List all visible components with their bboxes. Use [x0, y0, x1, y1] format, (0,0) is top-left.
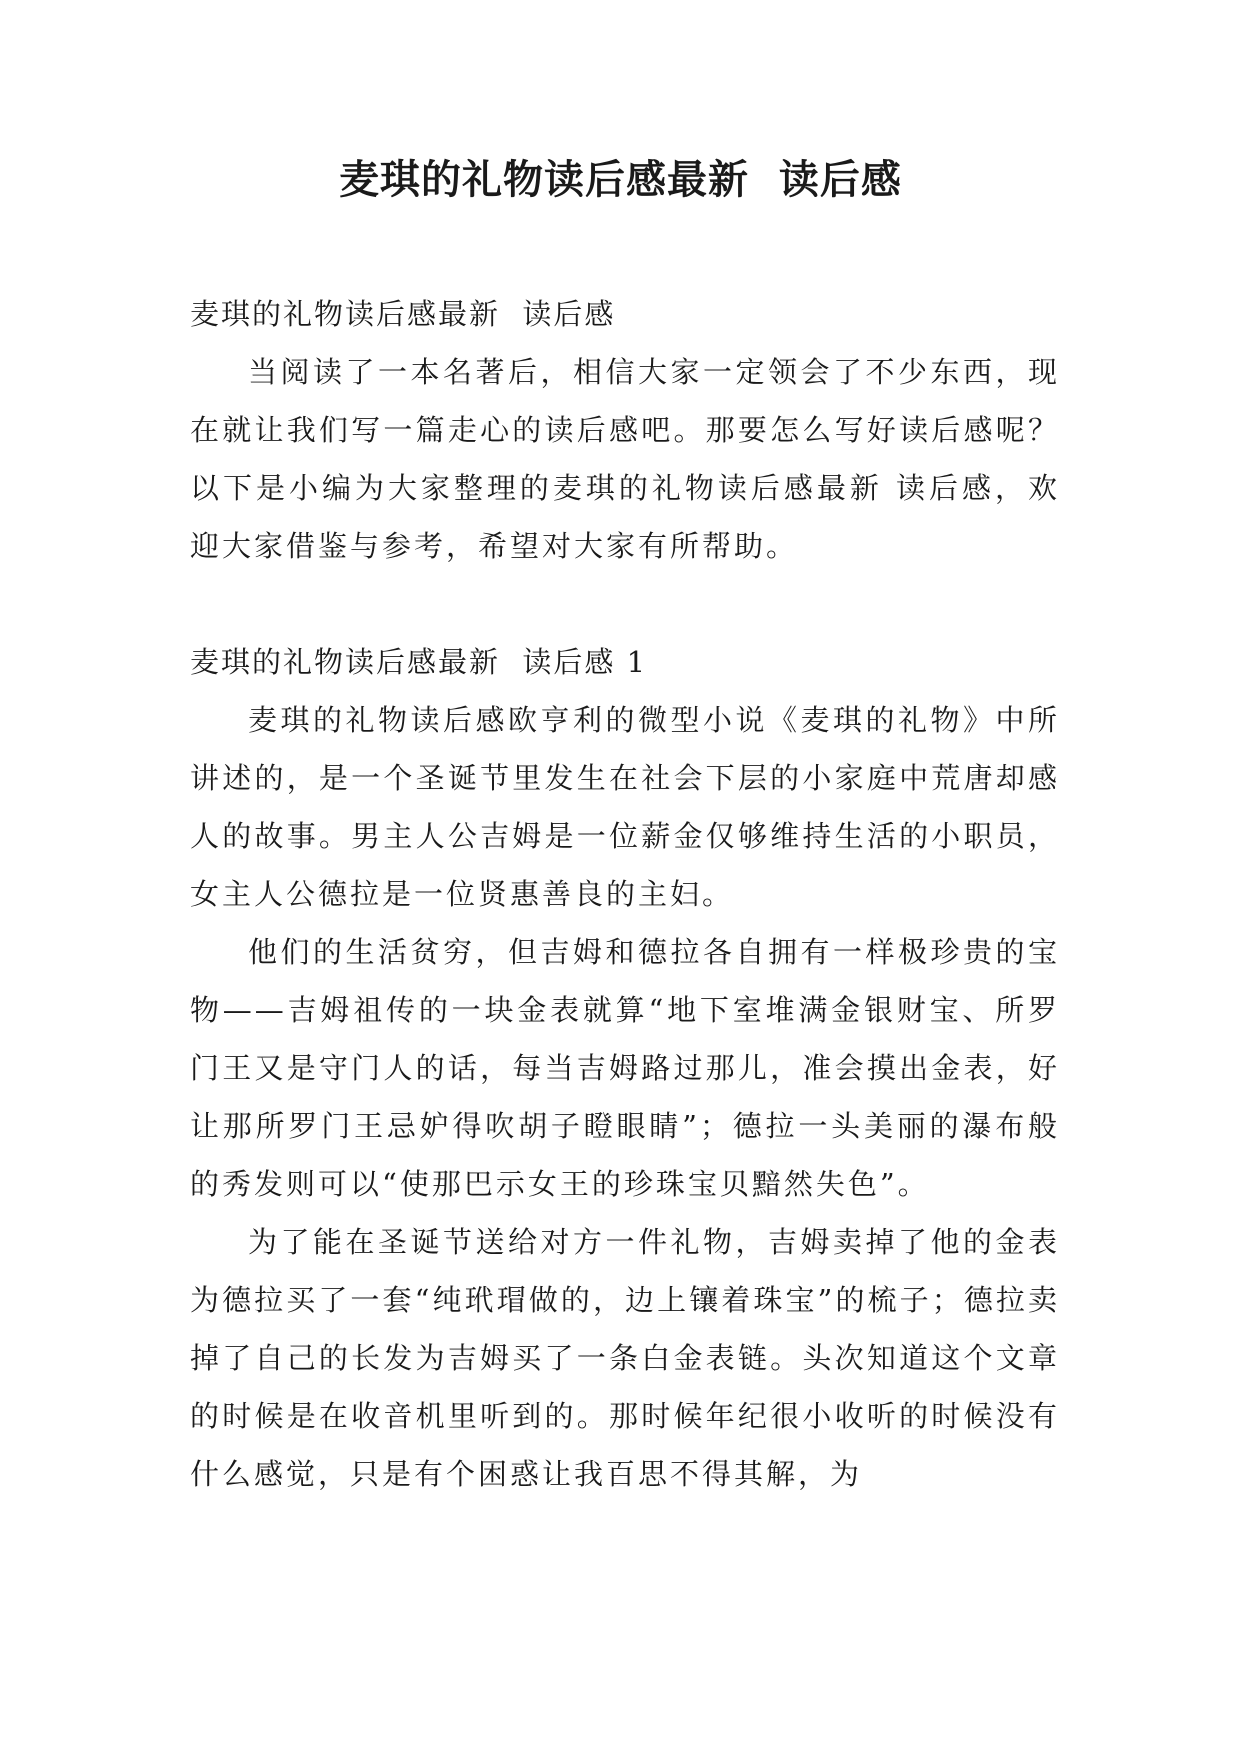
intro-heading: 麦琪的礼物读后感最新 读后感	[190, 297, 616, 331]
essay-heading: 麦琪的礼物读后感最新 读后感 1	[190, 645, 648, 679]
document-title: 麦琪的礼物读后感最新 读后感	[339, 157, 902, 203]
essay-paragraph-3: 为了能在圣诞节送给对方一件礼物，吉姆卖掉了他的金表为德拉买了一套“纯玳瑁做的，边上镶着珠宝”的梳子；德拉卖掉了自己的长发为吉姆买了一条白金表链。头次知道这个文章的时候是在收音机里听到的。那时候年纪很小收听的时候没有什么感觉，只是有个困惑让我百思不得其解，为	[190, 1225, 1060, 1491]
intro-paragraph: 当阅读了一本名著后，相信大家一定领会了不少东西，现在就让我们写一篇走心的读后感吧。那要怎么写好读后感呢？以下是小编为大家整理的麦琪的礼物读后感最新 读后感，欢迎大家借鉴与参考，希望对大家有所帮助。	[190, 355, 1060, 563]
essay-section	[190, 633, 1060, 1503]
intro-section	[190, 285, 1060, 575]
essay-paragraph-1: 麦琪的礼物读后感欧亨利的微型小说《麦琪的礼物》中所讲述的，是一个圣诞节里发生在社会下层的小家庭中荒唐却感人的故事。男主人公吉姆是一位薪金仅够维持生活的小职员，女主人公德拉是一位贤惠善良的主妇。	[190, 703, 1060, 911]
essay-paragraph-2: 他们的生活贫穷，但吉姆和德拉各自拥有一样极珍贵的宝物——吉姆祖传的一块金表就算“地下室堆满金银财宝、所罗门王又是守门人的话，每当吉姆路过那儿，准会摸出金表，好让那所罗门王忌妒得吹胡子瞪眼睛”；德拉一头美丽的瀑布般的秀发则可以“使那巴示女王的珍珠宝贝黯然失色”。	[190, 935, 1060, 1201]
